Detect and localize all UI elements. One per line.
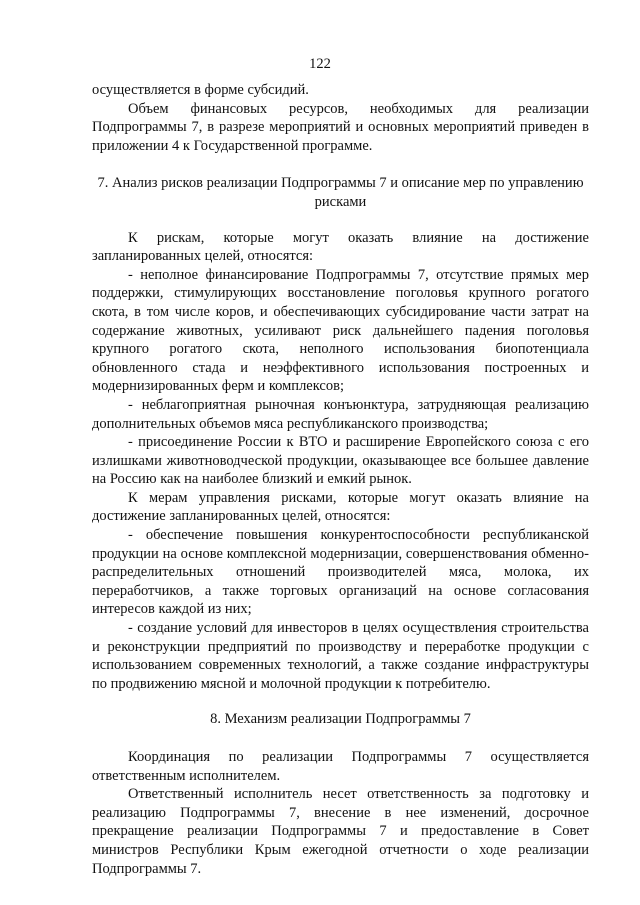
paragraph: осуществляется в форме субсидий. — [92, 82, 309, 98]
list-item: - присоединение России к ВТО и расширение Европейского союза с его излишками животноводческой продукции, оказывающее все большее давление на Россию как на наиболее близкий и емкий рынок. — [92, 434, 589, 488]
paragraph: К мерам управления рисками, которые могут оказать влияние на достижение запланированных целей, относятся: — [92, 489, 589, 525]
page-number: 122 — [309, 56, 331, 72]
list-item: - неблагоприятная рыночная конъюнктура, затрудняющая реализацию дополнительных объемов мяса республиканского производства; — [92, 396, 589, 432]
section-heading-7: 7. Анализ рисков реализации Подпрограммы 7 и описание мер по управлению рисками — [97, 175, 584, 210]
document-body — [92, 81, 589, 878]
paragraph: Объем финансовых ресурсов, необходимых для реализации Подпрограммы 7, в разрезе мероприятий и основных мероприятий приведен в приложении 4 к Государственной программе. — [92, 100, 589, 154]
paragraph: Координация по реализации Подпрограммы 7 осуществляется ответственным исполнителем. — [92, 749, 589, 784]
paragraph: К рискам, которые могут оказать влияние на достижение запланированных целей, относятся: — [92, 229, 589, 265]
list-item: - неполное финансирование Подпрограммы 7, отсутствие прямых мер поддержки, стимулирующих восстановление поголовья крупного рогатого скота, в том числе коров, и обеспечивающих субсидирование части затрат на содержание животных, усиливают риск дальнейшего падения поголовья крупного рогатого скота, неполного использования биопотенциала обновленного стада и неэффективного использования построенных и модернизированных ферм и комплексов; — [92, 266, 589, 395]
section-heading-8: 8. Механизм реализации Подпрограммы 7 — [210, 711, 471, 728]
paragraph: Ответственный исполнитель несет ответственность за подготовку и реализацию Подпрограммы 7, внесение в нее изменений, досрочное прекращение реализации Подпрограммы 7 и предоставление в Совет министров Республики Крым ежегодной отчетности о ходе реализации Подпрограммы 7. — [92, 786, 589, 877]
list-item: - обеспечение повышения конкурентоспособности республиканской продукции на основе комплексной модернизации, совершенствования обменно-распределительных отношений производителей мяса, молока, их переработчиков, а также торговых организаций на основе согласования интересов каждой из них; — [92, 527, 589, 618]
list-item: - создание условий для инвесторов в целях осуществления строительства и реконструкции предприятий по производству и переработке продукции с использованием современных технологий, а также создание инфраструктуры по продвижению мясной и молочной продукции к потребителю. — [92, 620, 589, 692]
